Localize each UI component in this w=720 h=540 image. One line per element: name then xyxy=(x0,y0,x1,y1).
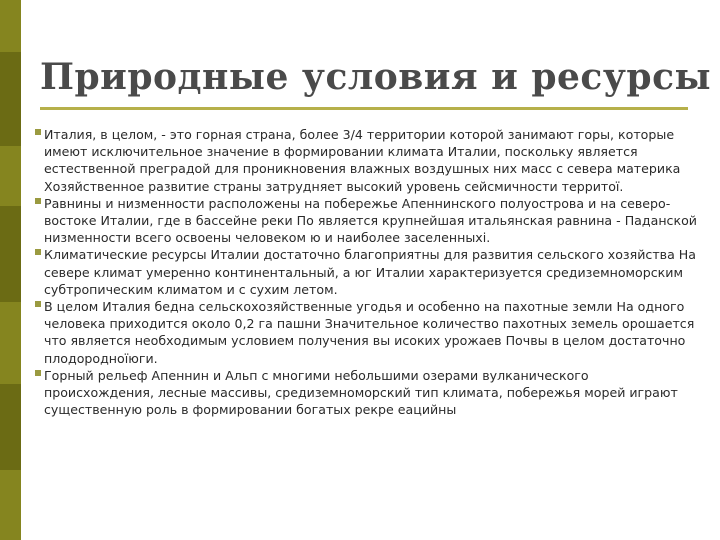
bullet-square-icon xyxy=(35,370,41,376)
bullet-square-icon xyxy=(35,198,41,204)
bullet-square-icon xyxy=(35,249,41,255)
paragraph-text: Италия, в целом, - это горная страна, более 3/4 территории которой занимают горы, которые имеют исключительное значение в формировании климата Италии, поскольку является естественной преградой для проникновения влажных воздушных них масс с севера материка Хозяйственное развитие страны затрудняет высокий уровень сейсмичности территої. xyxy=(44,127,681,194)
bullet-square-icon xyxy=(35,301,41,307)
slide-title: Природные условия и ресурсы xyxy=(40,56,712,98)
paragraph-text: В целом Италия бедна сельскохозяйственные угодья и особенно на пахотные земли На одного человека приходится около 0,2 га пашни Значительное количество пахотных земель орошается что является необходимым условием получения вы исоких урожаев Почвы в целом достаточно плодородноїюги. xyxy=(44,299,695,366)
paragraph-agriculture xyxy=(38,298,698,367)
paragraph-text: Горный рельеф Апеннин и Альп с многими небольшими озерами вулканического происхождения, лесные массивы, средиземноморский тип климата, побережья морей играют существенную роль в формировании богатых рекре еацийны xyxy=(44,367,678,418)
bar-segment xyxy=(0,146,21,206)
bar-segment xyxy=(0,470,21,540)
bar-segment xyxy=(0,0,21,52)
paragraph-climate xyxy=(38,246,698,298)
paragraph-plains xyxy=(38,195,698,247)
bullet-square-icon xyxy=(35,129,41,135)
bar-segment xyxy=(0,302,21,384)
paragraph-relief xyxy=(38,126,698,195)
paragraph-text: Равнины и низменности расположены на побережье Апеннинского полуострова и на северо-востоке Италии, где в бассейне реки По является крупнейшая итальянская равнина - Паданской низменности всего освоены человеком ю и наиболее заселенныхі. xyxy=(44,195,697,246)
title-underline xyxy=(40,107,688,110)
left-decorative-bar xyxy=(0,0,21,540)
slide-body xyxy=(38,126,698,418)
paragraph-text: Климатические ресурсы Италии достаточно благоприятны для развития сельского хозяйства На севере климат умеренно континентальный, а юг Италии характеризуется средиземноморским субтропическим климатом и с сухим летом. xyxy=(44,247,696,297)
paragraph-recreation xyxy=(38,367,698,419)
